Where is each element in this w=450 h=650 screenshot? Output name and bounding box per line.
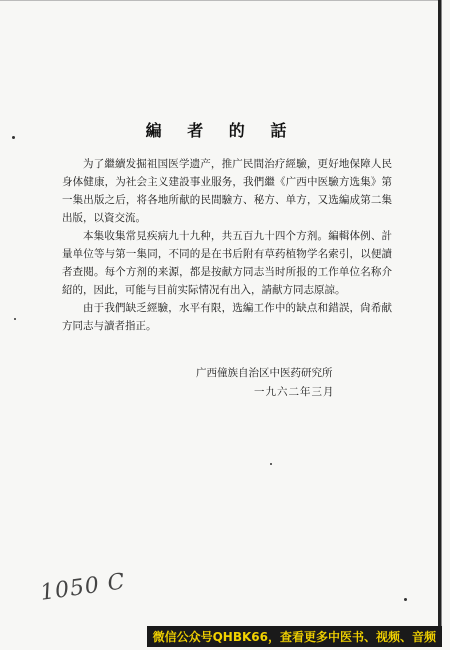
banner-text: 微信公众号QHBK66，查看更多中医书、视频、音频 <box>147 626 442 647</box>
paragraph-3: 由于我們缺乏經驗，水平有限，选編工作中的缺点和錯誤，尙希献方同志与讀者指正。 <box>62 302 392 332</box>
scan-speck <box>12 136 15 139</box>
signature-date: 一九六二年三月 <box>254 386 335 398</box>
page-title: 編 者 的 話 <box>145 121 297 140</box>
scan-speck <box>14 318 16 320</box>
scan-speck <box>270 463 272 465</box>
preface-body <box>62 155 392 335</box>
paragraph-2: 本集收集常見疾病九十九种，共五百九十四个方剂。編輯体例、計量单位等与第一集同，不同的是在书后附有草药植物学名索引，以便讀者查閱。每个方剂的来源，都是按献方同志当时所报的工作单位名称介紹的，因此，可能与目前实际情况有出入，請献方同志原諒。 <box>62 230 392 296</box>
scan-top-edge <box>0 0 442 1</box>
watermark-banner <box>0 626 442 646</box>
paragraph-1: 为了繼續发掘祖国医学遗产，推广民間治疗經驗，更好地保障人民身体健康，为社会主义建設事业服务，我們繼《广西中医驗方选集》第一集出版之后，将各地所献的民間驗方、秘方、单方，又选編成第二集出版，以資交流。 <box>62 158 392 224</box>
scan-speck <box>404 598 407 601</box>
scan-right-edge <box>438 0 442 640</box>
signature-organization: 广西僮族自治区中医药研究所 <box>196 367 333 379</box>
handwritten-note: 1050 C <box>38 569 128 606</box>
